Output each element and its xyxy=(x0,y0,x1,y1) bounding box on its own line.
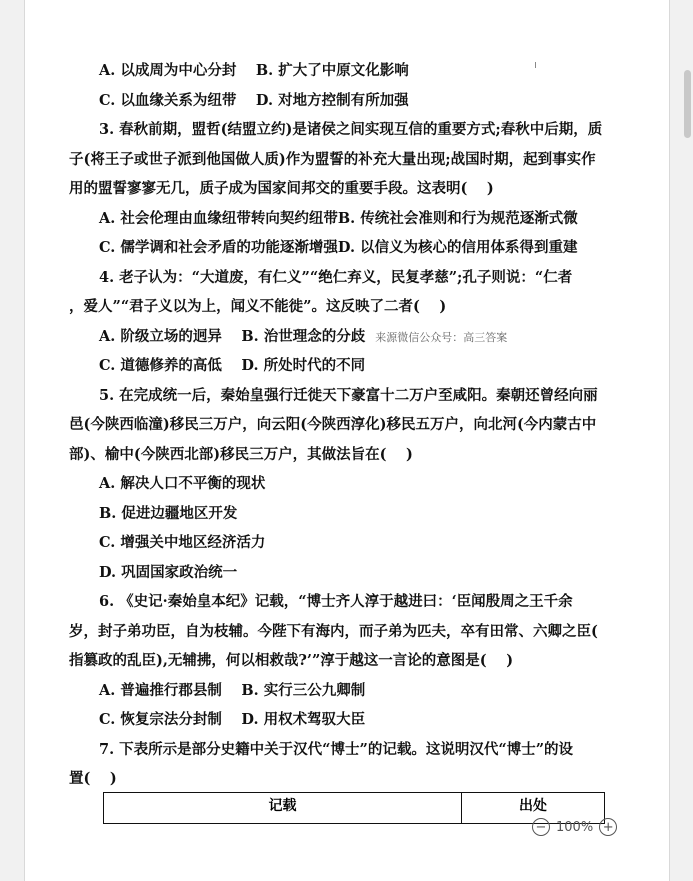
document-page xyxy=(24,0,670,881)
text-line: C. 儒学调和社会矛盾的功能逐渐增强D. 以信义为核心的信用体系得到重建 xyxy=(99,239,578,256)
text-line: 邑(今陕西临潼)移民三万户，向云阳(今陕西淳化)移民五万户，向北河(今内蒙古中 xyxy=(69,416,597,433)
watermark: 来源微信公众号：高三答案 xyxy=(375,330,508,344)
text-line xyxy=(69,322,629,352)
text-line: A. 社会伦理由血缘纽带转向契约纽带B. 传统社会准则和行为规范逐渐式微 xyxy=(99,209,578,227)
table-header-source: 出处 xyxy=(462,793,605,824)
text-line: D. 巩固国家政治统一 xyxy=(99,563,238,581)
text-line: B. 促进边疆地区开发 xyxy=(99,504,238,522)
text-line: 6. 《史记·秦始皇本纪》记载，“博士齐人淳于越进曰：‘臣闻殷周之王千余 xyxy=(99,593,573,610)
text-line: A. 普遍推行郡县制 B. 实行三公九卿制 xyxy=(99,681,366,699)
zoom-out-button[interactable] xyxy=(532,818,550,836)
text-line: 7. 下表所示是部分史籍中关于汉代“博士”的记载。这说明汉代“博士”的设 xyxy=(99,740,574,758)
text-line: 部)、榆中(今陕西北部)移民三万户，其做法旨在( ) xyxy=(69,445,413,463)
text-line: C. 恢复宗法分封制 D. 用权术驾驭大臣 xyxy=(99,711,366,728)
text-line: 子(将王子或世子派到他国做人质)作为盟誓的补充大量出现;战国时期，起到事实作 xyxy=(69,150,596,168)
text-line: 4. 老子认为：“大道废，有仁义”“绝仁弃义，民复孝慈”;孔子则说：“仁者 xyxy=(99,268,573,286)
scrollbar-thumb[interactable] xyxy=(684,70,691,138)
table-header-row xyxy=(104,793,605,824)
text-line: C. 道德修养的高低 D. 所处时代的不同 xyxy=(99,357,366,374)
text-line: 指篡政的乱臣),无辅拂，何以相救哉?’”淳于越这一言论的意图是( ) xyxy=(69,652,514,669)
text-line: 用的盟誓寥寥无几，质子成为国家间邦交的重要手段。这表明( ) xyxy=(69,180,494,197)
text-line: C. 以血缘关系为纽带 D. 对地方控制有所加强 xyxy=(99,91,409,109)
document-text xyxy=(69,56,629,794)
text-line: 5. 在完成统一后，秦始皇强行迁徙天下豪富十二万户至咸阳。秦朝还曾经向丽 xyxy=(99,386,598,404)
text-line: C. 增强关中地区经济活力 xyxy=(99,534,266,551)
text-line: 置( ) xyxy=(69,770,117,787)
text-line: A. 解决人口不平衡的现状 xyxy=(99,475,266,492)
zoom-level: 100% xyxy=(556,819,594,835)
plus-icon: + xyxy=(602,819,614,835)
minus-icon: − xyxy=(535,819,547,835)
option-text: A. 阶级立场的迥异 B. 治世理念的分歧 xyxy=(99,327,366,345)
table-header-record: 记载 xyxy=(104,793,462,824)
zoom-in-button[interactable] xyxy=(599,818,617,836)
zoom-control xyxy=(532,816,617,838)
text-line: A. 以成周为中心分封 B. 扩大了中原文化影响 xyxy=(99,62,409,79)
text-line: 岁，封子弟功臣，自为枝辅。今陛下有海内，而子弟为匹夫，卒有田常、六卿之臣( xyxy=(69,622,598,640)
text-line: ，爱人”“君子义以为上，闻义不能徙”。这反映了二者( ) xyxy=(69,298,447,315)
records-table xyxy=(103,792,605,824)
text-line: 3. 春秋前期，盟哲(结盟立约)是诸侯之间实现互信的重要方式;春秋中后期，质 xyxy=(99,121,603,138)
